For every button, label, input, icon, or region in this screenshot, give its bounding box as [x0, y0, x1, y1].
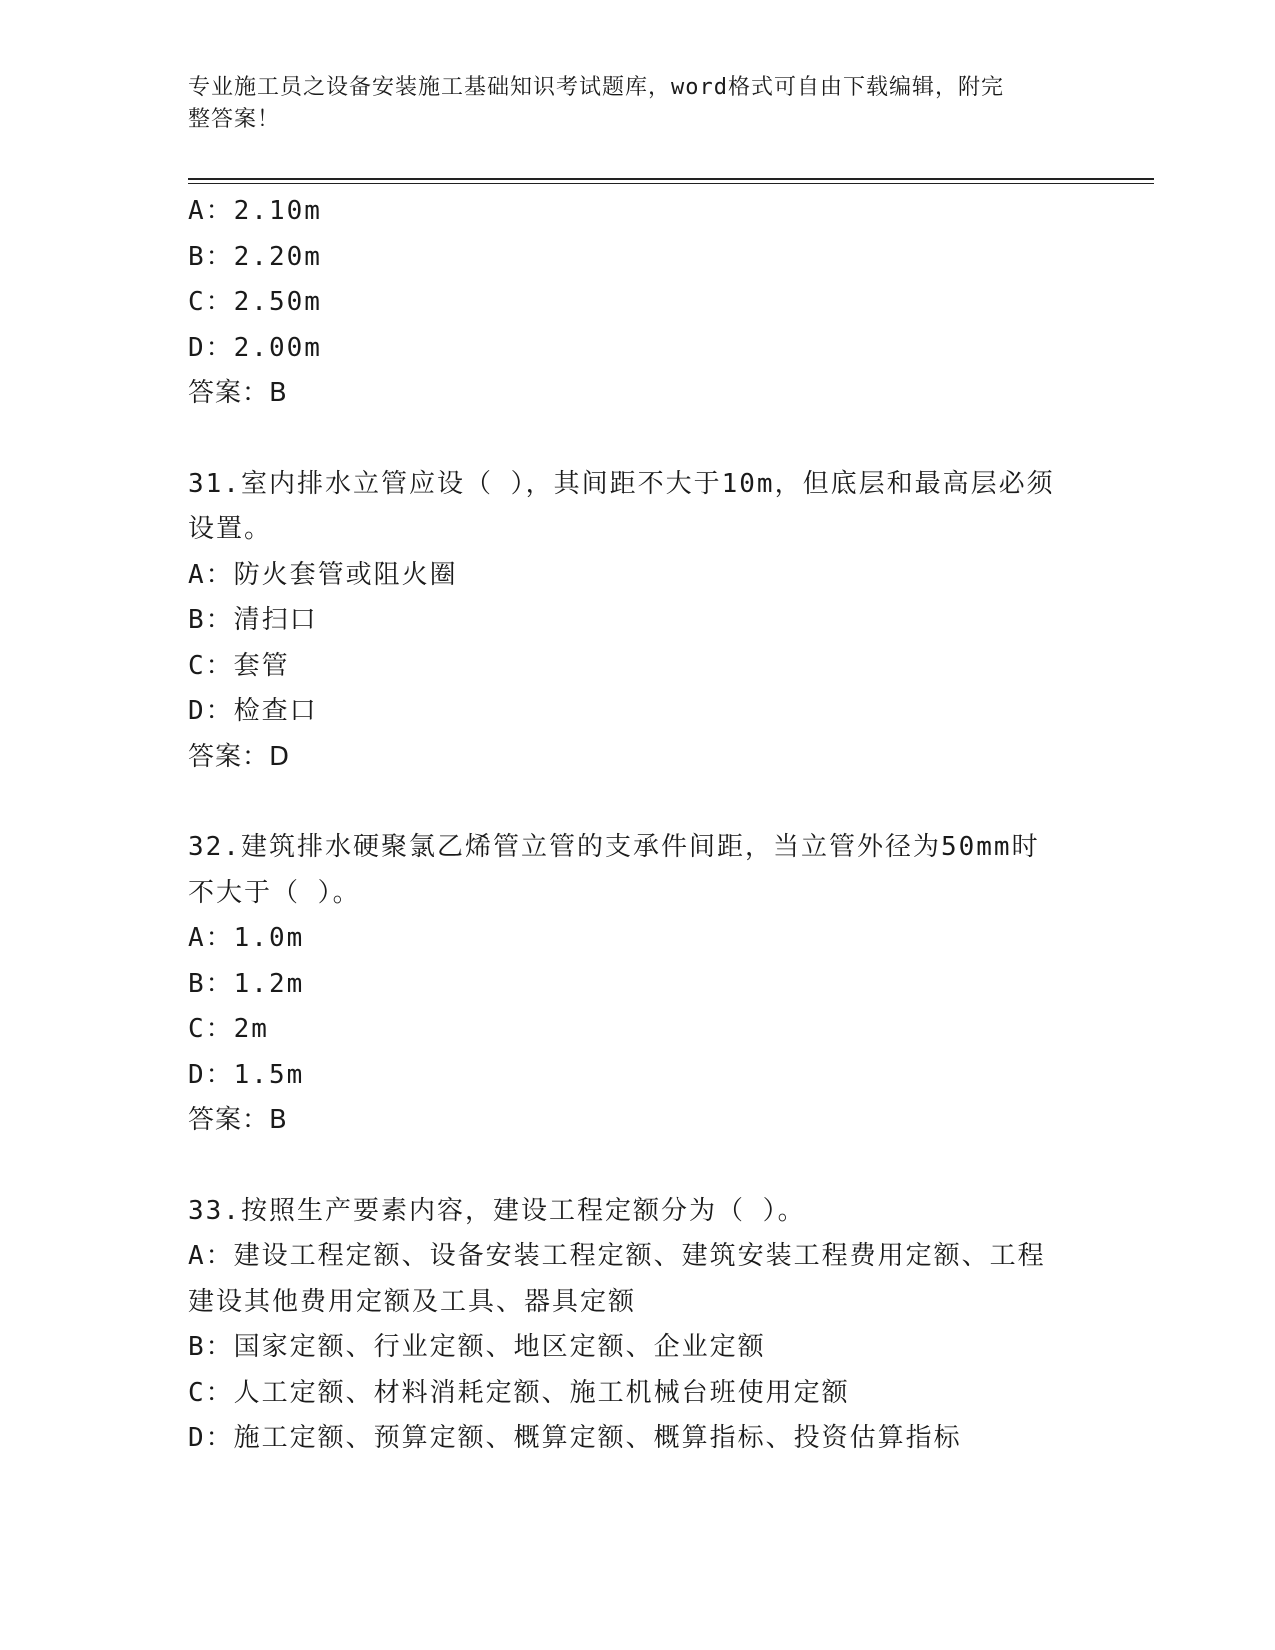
option-label: D： — [188, 1059, 234, 1090]
option-text: 人工定额、材料消耗定额、施工机械台班使用定额 — [233, 1377, 850, 1408]
option-text: 2.10m — [233, 196, 322, 226]
option-a — [188, 553, 1088, 599]
option-text: 施工定额、预算定额、概算定额、概算指标、投资估算指标 — [233, 1423, 962, 1453]
option-a — [188, 189, 1088, 235]
option-c — [188, 280, 1088, 326]
option-label: D： — [188, 696, 234, 726]
header-title-line1: 专业施工员之设备安装施工基础知识考试题库，word格式可自由下载编辑，附完 — [188, 75, 1004, 100]
option-text: 1.2m — [233, 968, 305, 999]
question-30 — [188, 189, 1088, 417]
option-b — [188, 962, 1088, 1008]
option-b — [188, 235, 1088, 281]
spacer — [188, 780, 1088, 825]
question-text-line2: 不大于（ ）。 — [188, 877, 361, 908]
option-label: A： — [188, 196, 234, 226]
option-text: 国家定额、行业定额、地区定额、企业定额 — [233, 1332, 766, 1362]
question-text-line1: 32.建筑排水硬聚氯乙烯管立管的支承件间距，当立管外径为50mm时 — [188, 832, 1040, 862]
option-d — [188, 1416, 1088, 1462]
option-label: A： — [188, 923, 234, 953]
document-body — [188, 189, 1088, 1462]
question-text-line1: 31.室内排水立管应设（ ），其间距不大于10m，但底层和最高层必须 — [188, 468, 1055, 499]
option-d — [188, 689, 1088, 735]
option-label: C： — [188, 1377, 234, 1408]
option-d — [188, 1053, 1088, 1099]
option-c — [188, 644, 1088, 690]
header-title-line2: 整答案！ — [188, 107, 281, 132]
option-a — [188, 1234, 1088, 1280]
question-text-line1: 33.按照生产要素内容，建设工程定额分为（ ）。 — [188, 1195, 806, 1226]
option-label: B： — [188, 241, 234, 272]
option-text: 套管 — [233, 650, 290, 681]
option-text: 2m — [233, 1014, 269, 1044]
question-31 — [188, 462, 1088, 781]
answer-line: 答案：B — [188, 378, 288, 408]
option-b — [188, 1325, 1088, 1371]
option-label: D： — [188, 1423, 234, 1453]
question-32 — [188, 825, 1088, 1144]
option-text: 2.50m — [233, 287, 322, 317]
option-label: A： — [188, 1241, 234, 1271]
option-text: 建设工程定额、设备安装工程定额、建筑安装工程费用定额、工程 — [233, 1241, 1046, 1271]
option-label: B： — [188, 1332, 234, 1362]
question-33 — [188, 1189, 1088, 1462]
spacer — [188, 417, 1088, 462]
option-d — [188, 326, 1088, 372]
option-text: 检查口 — [233, 696, 318, 726]
option-label: C： — [188, 287, 234, 317]
option-b — [188, 598, 1088, 644]
document-header — [188, 72, 1068, 136]
option-label: D： — [188, 332, 234, 363]
option-label: C： — [188, 650, 234, 681]
option-a — [188, 916, 1088, 962]
option-c — [188, 1007, 1088, 1053]
answer-line: 答案：D — [188, 741, 291, 772]
option-text: 1.5m — [233, 1059, 305, 1090]
spacer — [188, 1144, 1088, 1189]
option-a-continued: 建设其他费用定额及工具、器具定额 — [188, 1286, 637, 1317]
option-label: A： — [188, 559, 234, 590]
option-text: 防火套管或阻火圈 — [233, 559, 458, 590]
question-text-line2: 设置。 — [188, 514, 273, 544]
option-c — [188, 1371, 1088, 1417]
option-label: B： — [188, 968, 234, 999]
answer-line: 答案：B — [188, 1105, 288, 1135]
option-text: 2.00m — [233, 332, 322, 363]
option-text: 1.0m — [233, 923, 305, 953]
header-divider — [188, 178, 1154, 184]
option-label: C： — [188, 1014, 234, 1044]
option-label: B： — [188, 605, 234, 635]
option-text: 清扫口 — [233, 605, 318, 635]
option-text: 2.20m — [233, 241, 322, 272]
